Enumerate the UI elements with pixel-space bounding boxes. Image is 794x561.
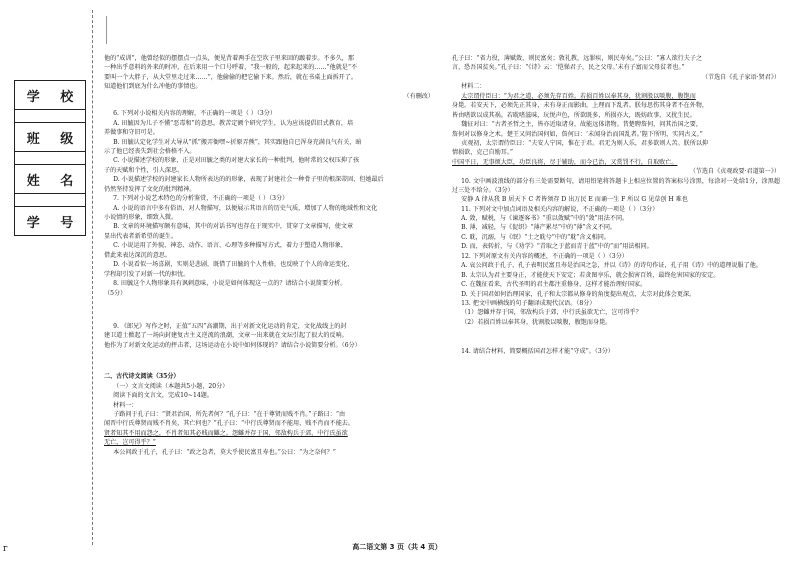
classical-text: 无亡，岂可得乎？” — [104, 439, 156, 447]
classical-text: 闻晋中行氏尊贤而贱不肖矣，其亡何也？”孔子曰：“中行氏尊贤而不能用，贱不肖而不能去。 — [104, 420, 354, 428]
option-12a[interactable]: A. 哀公问政于孔子，孔子表明民富且寿是治国之急，并以《诗》的诗句作证，孔子用《诗》中的道理说服了他。 — [461, 262, 762, 270]
classical-text: 言，恐吾国贫矣。”孔子曰：“《诗》云：‘恺悌君子，民之父母。’未有子富而父母贫者也。” — [452, 64, 685, 72]
story-text: 知道他们到底为什么冲他的事情也。 — [104, 83, 202, 91]
option-7a[interactable]: A. 小说的语言中多有俗语，对人物描写，以便展示其语言的历史气质，增加了人物的地域性和文化 — [113, 204, 378, 212]
material-2-label: 材料二： — [461, 83, 486, 91]
option-7c[interactable]: C. 小说运用了外貌、神态、动作、语言、心理等多种描写方式，着力于塑造人物形象， — [113, 242, 347, 250]
option-text: 借此来表达深沉的意思。 — [104, 251, 172, 259]
name-field[interactable] — [15, 194, 85, 207]
page-footer: 高二语文第 3 页（共 4 页） — [352, 543, 442, 551]
classical-text: 贤者知其不用而怨之，不肖者知其必贱而雠之。怨雠并存于国，邻敌构兵于郊，中行氏虽欲 — [104, 429, 348, 437]
classical-text: 身毙。若安天下，必须先正其身，未有身正而影曲，上理而下乱者。朕每思伤其身者不在外物， — [452, 102, 708, 110]
class-field[interactable] — [15, 152, 85, 165]
question-11: 11. 下列对文中加点词语及相关内容的解说，不正确的一项是（ ）（3分） — [461, 205, 659, 213]
option-6b[interactable]: B. 田毓认定化学生对大导从“抓”搬弄衙嘿~折原弄熊”，其实跟他自已浑身充满良气有关，暗 — [113, 138, 362, 146]
school-field[interactable] — [15, 110, 85, 123]
option-6a[interactable]: A. 田毓因为儿子不懂“恶毒和”的意思，教苦定额个研究学生，认为应该提倡旧式教育，培 — [113, 119, 354, 127]
student-info-table — [14, 80, 86, 236]
source-note: （有删改） — [403, 92, 434, 100]
option-text: 小说情的形象，细致入微。 — [104, 214, 178, 221]
option-12b[interactable]: B. 太宗认为君主要身正，才能使天下安定；若贪图享乐，就会损害百姓，最终危害国家的安定。 — [461, 271, 720, 279]
name-label: 姓 名 — [15, 165, 85, 194]
question-9: 9. 《郎兄》写作之时，正值“五四”高潮期，出于对新文化运动的肯定，文化战线上的封 — [113, 322, 347, 330]
classical-text: 皆由嗜欲以成其祸。若耽嗜滋味，玩悦声色，所欲既多，所损亦大，既妨政事，又扰生民。 — [452, 111, 696, 119]
source-note: （节选自《贞观政要·君道第一》） — [689, 168, 780, 176]
question-7: 7. 下列对小说艺术特色的分析鉴赏，不正确的一项是（ ）（3分） — [113, 195, 289, 203]
top-margin-mark — [106, 16, 109, 44]
section-2-subtitle: （一）文言文阅读（本题共5小题，20分） — [113, 382, 229, 390]
option-text: 养做事和守旧可是。 — [104, 129, 159, 137]
classical-text: 太宗谓侍臣曰：“为君之道，必须先存百姓。若损百姓以奉其身，犹割股以啖腹，腹饱而 — [461, 92, 696, 100]
option-7b[interactable]: B. 文章的环境描写颇有意味，其中的对话书写也存在于现实中，贯穿了文章描写，使文章 — [113, 223, 354, 231]
story-text: 要叫一个大胖子，从大堂里走过来……”，他偷偷的把它偷下来。然后，就在书桌上面拆开了。 — [104, 73, 357, 81]
question-13-1: （1）怨雠并存于国，邻敌构兵于郊，中行氏虽欲无亡，岂可得乎？ — [461, 309, 642, 317]
option-11b[interactable]: B. 薄，减轻，与《促织》“薄产累尽”中的“薄”含义不同。 — [461, 224, 617, 232]
classical-text-wavy: 中国平日，无事烦大臣，功臣良将，尽于辅助，而今已治，又赏罚不行，自取败亡。 — [452, 158, 678, 166]
left-column — [104, 54, 434, 457]
material-1-label: 材料一： — [113, 401, 138, 409]
classical-text: 本公问政于孔子，孔子曰：“政之急者，莫大乎使民富且寿也。”公曰：“为之奈何？” — [113, 448, 336, 456]
option-6c[interactable]: C. 小说描述学校的形象，正是对田毓之类的对建大家长的一种批判，他时常的父权压抑了孩 — [113, 157, 360, 165]
school-label: 学 校 — [15, 81, 85, 110]
classical-text: 子路问于孔子曰：“贤君治国，所先者何？”孔子曰：“在于尊贤而贱不肖。”子路曰：“由 — [113, 411, 346, 418]
right-column — [452, 54, 780, 357]
option-11a[interactable]: A. 敛，赋税，与《谏逐客书》“重以敛赋”中的“敛”用法不同。 — [461, 215, 629, 223]
question-12: 12. 下列对原文有关内容的概述，不正确的一项是（ ）（3分） — [461, 252, 628, 260]
classical-text: 贞观初，太宗谓侍臣曰：“夫安人宁国，惟在于君。君无为则人乐，君多欲则人苦。朕所以抑 — [461, 139, 709, 147]
option-12d[interactable]: D. 关于国君如何治理国家，孔子和太宗都从修身的角度提出观点，太宗对此体会更深。 — [461, 290, 696, 298]
option-text: 示了他已经丧失到社会格格不入。 — [104, 147, 196, 155]
question-14: 14. 请结合材料，简要概括国君怎样才能“守成”。（3分） — [461, 348, 614, 356]
option-7d[interactable]: D. 小说看似一场喜剧，实则是悲剧，既借了田毓的个人性格，也反映了个人的命运变化， — [113, 261, 354, 269]
section-2-instruction: 阅读下面的文言文，完成10~14题。 — [113, 392, 213, 400]
binding-dashed-line — [92, 10, 93, 545]
story-text: 一种出乎意料的外来的时冲，在后来用一个口号呼着，“我一般的，起来起来的……”他就是“不 — [104, 64, 358, 72]
question-8-score: （5分） — [104, 289, 127, 297]
source-note: （节选自《孔子家语·贤君》） — [701, 73, 780, 81]
question-6: 6. 下列对小说相关内容的理解，不正确的一项是（ ）（3分） — [113, 110, 276, 118]
option-text: 学程却引发了对新一代的担忧。 — [104, 270, 190, 278]
question-10-sentence: 安静 A 律从我 B 居天下 C 者皆须存 D 出万民 E 而诵一生 F 所以 G 见草创 H 难也 — [461, 196, 688, 204]
number-label: 学 号 — [26, 215, 82, 231]
question-9-text: 建卫道士掀起了一场向封建复古主义逆流的浪潮，文章一出来就在文坛引起了很大的反响。 — [104, 332, 348, 340]
classical-text: 孔子曰：“省力役，薄赋敛，则民富矣；敦礼教，远罪疾，则民寿矣。”公曰：“寡人欲行夫子之 — [452, 55, 703, 62]
classical-text: 魏征对曰：“古者圣哲之主，皆亦近取诸身，故能远体诸物。昔楚聘詹何，问其治国之要， — [461, 121, 702, 129]
question-10: 10. 文中画波浪线的部分有三处需要断句，请用铅笔将答题卡上相应位置的答案标号涂黑，每涂对一处给1分，涂黑超过三处不给分。（3分） — [452, 177, 780, 194]
question-9-text: 他作为了对新文化运动的抨击者，这场运动在小说中如何体现的？请结合小说简要分析。（6分） — [104, 341, 361, 349]
option-11d[interactable]: D. 而，表转折，与《劝学》“青取之于蓝而青于蓝”中的“而”用法相同。 — [461, 243, 653, 251]
option-11c[interactable]: C. 耽，沉溺，与《氓》“士之耽兮”中的“耽”含义相同。 — [461, 233, 610, 241]
classical-text: 詹何对以修身之术。楚王又问治国何如，詹何曰：‘未闻身治而国乱者。’陛下所明，实同古义。” — [452, 130, 703, 138]
story-text: 他的“成训”，他曾经似的摆摆点一点头，便见背着两手在空坎子里来回的踱着步。不多久，那 — [104, 55, 354, 62]
corner-mark: г — [3, 544, 8, 554]
option-6d[interactable]: D. 小说描述学校的封建家长人物所表达的的形象，表现了封建社会一种骨子里的根深蒂固，但她最后 — [113, 176, 384, 184]
question-8: 8. 田毓这个人物形象具有讽刺意味，小说是如何体现这一点的？请结合小说简要分析。 — [113, 280, 347, 288]
section-2-title: 二、古代诗文阅读（35分） — [104, 373, 180, 381]
class-label: 班 级 — [15, 123, 85, 152]
option-text: 子的天赋和个性，引人深思。 — [104, 166, 184, 174]
question-13-2: （2）若损百姓以奉其身，犹割股以啖腹，腹饱而身毙。 — [461, 318, 612, 326]
option-text: 显出代表者新希望的诞生。 — [104, 232, 178, 240]
option-text: 仍然坚持发挥了文化的批判精神。 — [104, 185, 196, 193]
classical-text: 情损欲，克己自励耳。” — [452, 149, 514, 157]
option-12c[interactable]: C. 在魏征看来，古代圣明的君主都注重修身，这样才能治理好国家。 — [461, 281, 647, 289]
question-13: 13. 把文中画横线的句子翻译成现代汉语。（8分） — [461, 299, 596, 307]
